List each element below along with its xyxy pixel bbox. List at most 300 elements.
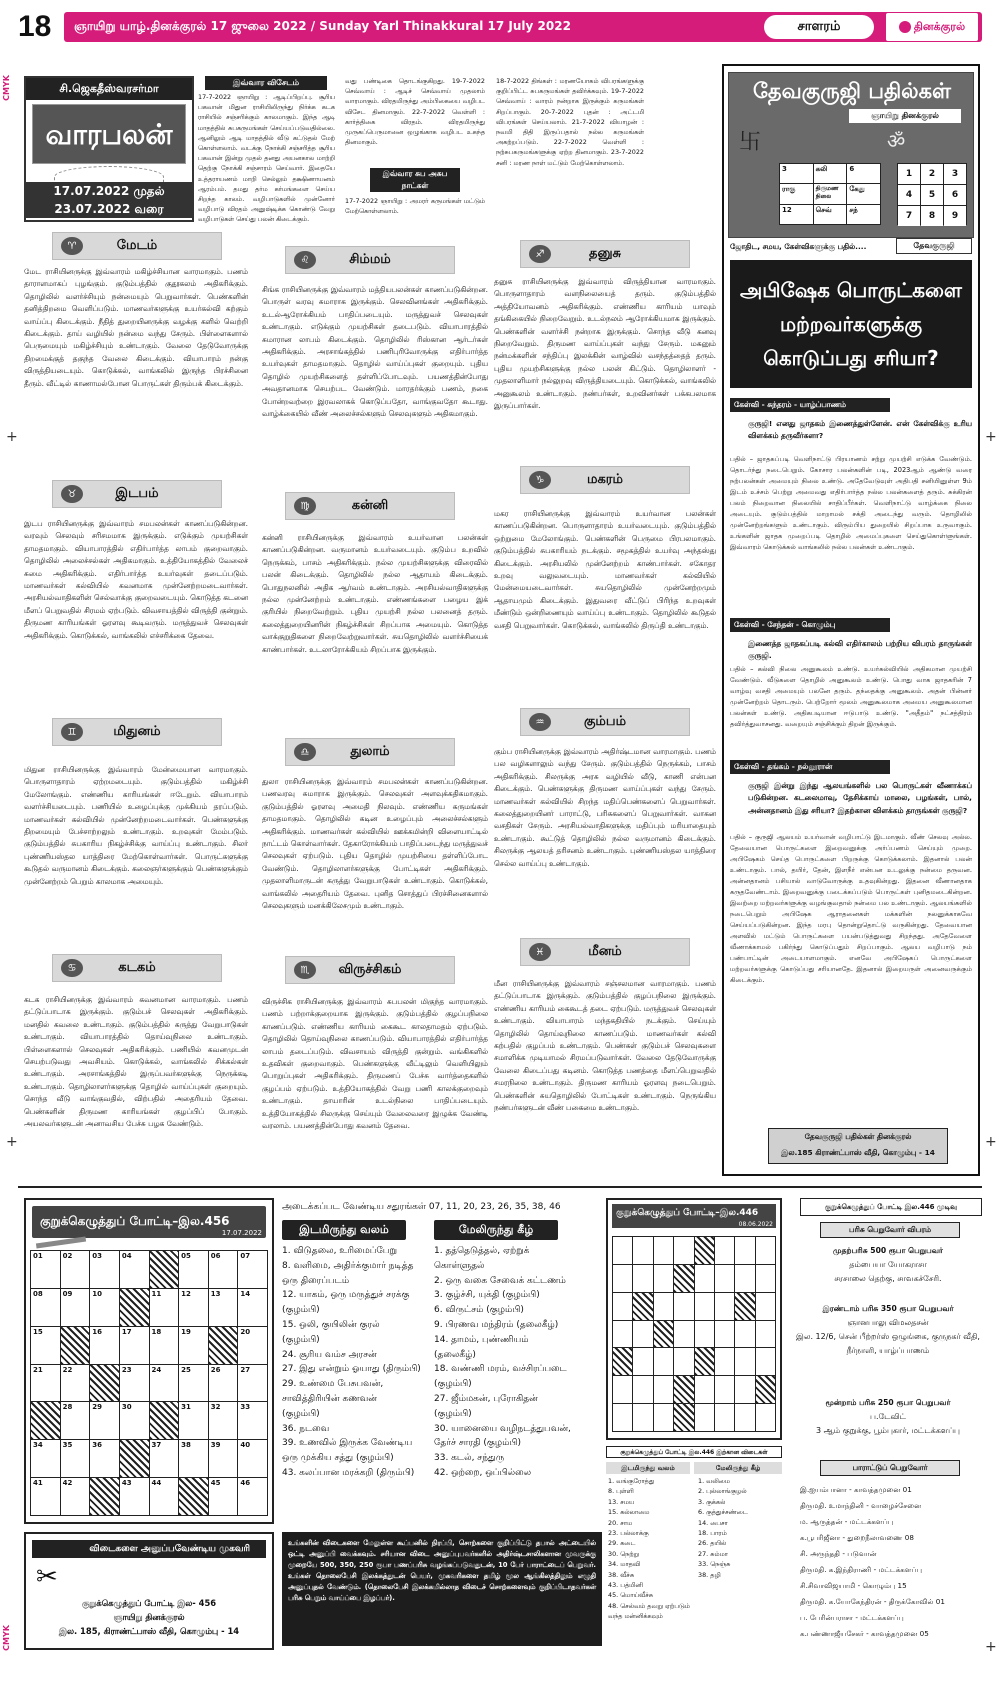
sign-heading-simmam bbox=[285, 246, 455, 274]
cell-number: 34 bbox=[33, 1441, 43, 1450]
crossword-cell bbox=[120, 1365, 149, 1402]
list-item: 3. குக்கல் bbox=[698, 1497, 726, 1506]
chart-cell: 12 bbox=[780, 205, 813, 224]
solution-cell bbox=[695, 1321, 714, 1348]
solution-cell bbox=[735, 1237, 754, 1264]
sign-heading-mesham bbox=[52, 232, 222, 260]
solution-cell bbox=[715, 1376, 734, 1403]
list-item: சாவித்திரியின் கணவன் bbox=[282, 1393, 378, 1404]
list-item: 30. நெற்று bbox=[608, 1549, 639, 1558]
solution-cell-shaded bbox=[695, 1237, 714, 1264]
grid-number: 4 bbox=[898, 185, 920, 205]
list-item: திருமதி. க.யோகேந்திரன் - திருக்கோவில் 01 bbox=[800, 1597, 945, 1606]
sign-text-simmam: சிங்க ராசியினருக்கு இவ்வாரம் மத்தியபலன்கள் காணப்படுகின்றன. பொருள் வரவு சுமாராக இருக்கும். செலவினங்கள் அதிகரிக்கும். உடல்ஆரோக்கியம் பாதிப்படையும். மருத்துவச் செலவுகள் உண்டாகும். எடுக்கும் முயற்சிகள் தடைபடும். வியாபாரத்தில் சுமாரான லாபம் கிடைக்கும். தொழிலில் ரிஸ்கான ஆர்டர்கள் அதிகரிக்கும். அரசாங்கத்தில் பணிபுரிவோருக்கு எதிர்பார்த்த உயர்வுகள் தாமதமாகும். தொழில் வாய்ப்புகள் குறையும். புதிய தொழில் முயற்சிகளைத் தள்ளிப்போடவும். பயணத்தின்போது அவதானமாக செயற்பட வேண்டும். மாரதர்க்கும் பணம், நகை போன்றவற்றை இரவலாகக் கொடுப்பதோ, வாங்குவதோ கூடாது. வாழ்க்கையில் வீண் அலைச்சல்களும் செலவுகளும் அதிகமாகும். bbox=[262, 285, 488, 419]
solution-cell bbox=[735, 1404, 754, 1431]
chart-cell: 3 bbox=[780, 164, 813, 183]
list-item: 34. மாதவி bbox=[608, 1560, 641, 1569]
sign-name: கும்பம் bbox=[583, 714, 627, 729]
maiden-icon: ♍ bbox=[294, 497, 316, 515]
solution-cell bbox=[756, 1237, 775, 1264]
crossword-cell bbox=[61, 1440, 90, 1477]
crossword-cell bbox=[31, 1440, 60, 1477]
sign-name: விருச்சிகம் bbox=[338, 962, 402, 977]
specials-text: 17-7-2022 ஞாயிறு : ஆடிப்பிறப்பு. சூரிய பகவான் மிதுன ராசியிலிருந்து நிர்க்க கடக ராசியில் சஞ்சரிக்கும் காலமாகும். இந்த ஆடி மாதத்தில் சுபகருமங்கள் செய்யப்படுவதில்லை. ஆனிலும் ஆடி மாதத்தில் வீடு கட்டுதல் மேற் கொள்ளலாம். வடக்கு நோக்கி சஞ்சரித்த சூரிய பகவான் இன்று முதல் தனது அயனகால மாற்றி தெற்கு நோக்கி சஞ்சாரம் செய்வார். இதையே உத்தராயணம் மாறி செல்லும் தக்ஷிணாயனம் ஆரம்பம். தமது தர்ம கர்மங்களை செய்ய சிறந்த காலம். வழிபாடுகளில் முன்னோர் வழிபாடு விரதம் அனுஷ்டிக்க கொண்டு வேறு வழிபாடுகள் செய்து பலன் கிடைக்கும். bbox=[198, 93, 335, 224]
crossword-cell bbox=[179, 1251, 208, 1288]
list-item: க.பூபரிஜீனா - துறைநீலாவணை 08 bbox=[800, 1533, 914, 1542]
crossword-cell bbox=[238, 1402, 267, 1439]
crab-icon: ♋ bbox=[61, 959, 83, 977]
sign-heading-meenam bbox=[520, 938, 690, 966]
list-item: (குழம்பி) bbox=[282, 1305, 320, 1316]
list-item: 9. பிரணவ மந்திரம் (தலைகீழ்) bbox=[434, 1319, 559, 1330]
cell-number: 29 bbox=[92, 1403, 102, 1412]
solution-title bbox=[612, 1204, 776, 1228]
horoscope-date-to: 23.07.2022 வரை bbox=[26, 200, 192, 218]
list-item: 8. வளிமை, அதிர்க்குமார் நடித்த bbox=[282, 1260, 414, 1271]
solution-cell bbox=[756, 1321, 775, 1348]
list-item: 43. கலப்பான மரக்கறி (திரும்பி) bbox=[282, 1467, 415, 1478]
list-item: 27. இது என்றும் ஓயாது (திரும்பி) bbox=[282, 1364, 421, 1375]
crossword-cell bbox=[120, 1478, 149, 1515]
solution-cell bbox=[756, 1265, 775, 1292]
down-title: மேலிருந்து கீழ் bbox=[434, 1220, 558, 1240]
crossword-cell bbox=[61, 1478, 90, 1515]
solution-cell bbox=[674, 1348, 693, 1375]
solution-cell bbox=[654, 1293, 673, 1320]
answers-address-title: விடைகளை அனுப்பவேண்டிய முகவரி bbox=[32, 1540, 266, 1558]
list-item: 45. மொய்வீச்சு bbox=[608, 1591, 653, 1600]
solution-date: 08.06.2022 bbox=[738, 1221, 773, 1228]
chart-cell: சந் bbox=[847, 205, 880, 224]
dateline: ஞாயிறு யாழ்.தினக்குரல் 17 ஜுலை 2022 / Sunday Yarl Thinakkural 17 July 2022 bbox=[74, 19, 571, 33]
cell-number: 37 bbox=[151, 1441, 162, 1450]
solution-cell bbox=[695, 1293, 714, 1320]
list-item: சி. அருந்ததி - படுவான் bbox=[800, 1549, 877, 1558]
qa-address bbox=[768, 1128, 948, 1164]
solution-cell bbox=[695, 1404, 714, 1431]
crossword-rules bbox=[282, 1532, 602, 1646]
grid-number: 2 bbox=[921, 164, 943, 184]
list-item: 3. குழ்ச்சி, யுக்தி (குழம்பி) bbox=[434, 1290, 540, 1301]
sign-heading-kumbam bbox=[520, 708, 690, 736]
solution-cell bbox=[654, 1404, 673, 1431]
solution-cell bbox=[674, 1321, 693, 1348]
sign-text-kadakam: கடக ராசியினருக்கு இவ்வாரம் கவனமான வாரமாகும். பணம் தட்டுப்பாடாக இருக்கும். குடும்பச் செலவுகள் அதிகரிக்கும். மனதில் கவலை உண்டாகும். குடும்பத்தில் கருத்து வேறுபாடுகள் உண்டாகும். வியாபாரத்தில் தொய்வுநிலை உண்டாகும். பிள்ளைகளால் செலவுகள் அதிகரிக்கும். பணியில் கவனமுடன் செயற்படுவது அவசியம். கொடுக்கல், வாங்கலில் சிக்கல்கள் உண்டாகும். அரசாங்கத்தில் இருப்பவர்களுக்கு நெருக்கடி உண்டாகும். தொழிலாளர்களுக்கு தொழில் வாய்ப்புகள் குறையும். சொந்த வீடு வாங்குவதில், விற்பதில் அதைரியம் தேவை. பெண்களின் திருமண காரியங்கள் குழப்பிப் போகும். அயலவர்களுடன் அனாவசிய பேச்சு பழக வேண்டும். bbox=[24, 995, 248, 1129]
scissors-icon: ✂ bbox=[36, 1562, 58, 1592]
scorpion-icon: ♏ bbox=[294, 961, 316, 979]
cell-number: 09 bbox=[62, 1289, 73, 1298]
solution-cell-shaded bbox=[613, 1348, 632, 1375]
chart-center: திருமண நிலை bbox=[814, 184, 847, 203]
list-item: 29. உண்மை பேசுபவன், bbox=[282, 1379, 384, 1390]
sign-text-idapam: இடப ராசியினருக்கு இவ்வாரம் சமபலன்கள் காணப்படுகின்றன. வரவும் செலவும் சரிசமமாக இருக்கும். எடுக்கும் முயற்சிகள் தாமதமாகும். வியாபாரத்தில் எதிர்பார்த்த லாபம் குறைவாகும். தொழிலில் அலைச்சல்கள் அதிகமாகும். உத்தியோகத்தில் வேலைச் சுமை அதிகரிக்கும். எதிர்பார்த்த உயர்வுகள் தடைப்படும். மாணவர்கள் கல்வியில் கவனமாக முன்னேற்றமடைவார்கள். அரசியல்வாதிகளின் செல்வாக்கு குறைவடையும். கொடுத்த கடனை மீளப் பெறுவதில் சிரமம் ஏற்படும். விவசாயத்தில் விருத்தி குன்றும். திருமண காரியங்கள் ஓரளவு கூடிவரும். மருத்துவச் செலவுகள் அதிகரிக்கும். கொடுக்கல், வாங்கலில் எச்சரிக்கை தேவை. bbox=[24, 519, 248, 640]
sign-text-kanni: கன்னி ராசியினருக்கு இவ்வாரம் உயர்வான பலன்கள் காணப்படுகின்றன. வருமானம் உயர்வடையும். குடும்ப உறவில் நெருக்கம், பாசம் அதிகரிக்கும். நல்ல முயற்சிகளுக்கு விரைவில் பலன் கிடைக்கும். தொழிலில் நல்ல ஆதாயம் கிடைக்கும். பொதுநலனில் அதிக ஆர்வம் உண்டாகும். அரசியல்வாதிகளுக்கு நல்ல முன்னேற்றம் உண்டாகும். எண்ணங்களை பழைய இக் குரியில் நிறைவேற்றும். புதிய முயற்சி நல்ல பலனைத் தரும். கலைத்துறையினரின் நிகழ்ச்சிகள் சிறப்பாக அமையும். கொடுத்த வாக்குறுதிகளை நிறைவேற்றுவார்கள். சுயதொழிலில் வளர்ச்சியைக் காண்பார்கள். உடலாரோக்கியம் சிறப்பாக இருக்கும். bbox=[262, 533, 488, 654]
qa-address-line2: இல.185 கிராண்ட்பாஸ் வீதி, கொழும்பு - 14 bbox=[781, 1148, 935, 1157]
crossword-cell bbox=[238, 1327, 267, 1364]
prizes-box-title: பரிசு பெறுவோர் விபரம் bbox=[820, 1222, 960, 1238]
sign-text-thanusu: தனுசு ராசியினருக்கு இவ்வாரம் விருத்தியான வாரமாகும். பொருளாதாரம் வளநிலையைத் தரும். குடும்பத்தில் அத்தியோவனம் அதிகரிக்கும். எண்ணிய காரியம் யாவும் தங்கிகையில் நிறைவேறும். உடல்நலம் ஆரோக்கியமாக இருக்கும். பெண்களின் வளர்ச்சி நன்றாக இருக்கும். சொந்த வீடு கனவு நிறைவேறும். திருமண வாய்ப்புகள் வந்து சேரும். மகனும் நன்மக்களின் சந்திப்பு இலக்கின் வாழ்வில் வசந்தத்தைத் தரும். புதிய முயற்சிகளுக்கு நல்ல பலன் கிட்டும். தொழிலாளர் - முதலாளிமார் நல்லுறவு விருத்தியடையும். கொடுக்கல், வாங்கலில் அனுகூலம் உண்டாகும். நண்பர்கள், உறவினர்கள் பக்கபலமாக இருப்பார்கள். bbox=[494, 277, 716, 411]
crossword-title bbox=[32, 1206, 266, 1238]
sign-heading-viruchikam bbox=[285, 956, 455, 984]
section-divider bbox=[18, 1186, 982, 1188]
qa-banner-sub: ஞாயிறு தினக்குரல் bbox=[849, 109, 961, 123]
solution-cell bbox=[756, 1293, 775, 1320]
first-prize bbox=[794, 1244, 982, 1286]
cell-number: 07 bbox=[240, 1252, 251, 1260]
solution-title-text: குறுக்கெழுத்துப் போட்டி–இல.446 bbox=[616, 1208, 759, 1218]
grid-number: 8 bbox=[921, 206, 943, 226]
cell-number: 12 bbox=[181, 1289, 191, 1298]
sign-name: சிம்மம் bbox=[349, 252, 391, 267]
list-item: 24. சூரிய வம்ச அரசன் bbox=[282, 1349, 377, 1360]
list-item: 1. தத்தெடுத்தல், ஏற்றுக் bbox=[434, 1246, 530, 1256]
qa-banner-author: தேவகுருஜி bbox=[896, 238, 972, 254]
crossword-cell-shaded bbox=[90, 1365, 119, 1402]
solution-cell bbox=[633, 1321, 652, 1348]
crossword-cell bbox=[61, 1289, 90, 1326]
solution-cell-shaded bbox=[695, 1348, 714, 1375]
qa-tag: கேள்வி - சேந்தன் - கொழும்பு bbox=[730, 618, 890, 632]
list-item: (குழம்பி) bbox=[434, 1408, 472, 1419]
cell-number: 23 bbox=[121, 1365, 132, 1374]
crossword-cell bbox=[238, 1440, 267, 1477]
crossword-cell-shaded bbox=[120, 1289, 149, 1326]
list-item: 48. செல்வம் தவறு ஏற்படும் வந்த மன்னிக்கவும் bbox=[608, 1601, 690, 1621]
list-item: 38. தழி bbox=[698, 1570, 721, 1579]
sign-heading-thanusu bbox=[520, 240, 690, 268]
crossword-cell-shaded bbox=[150, 1402, 179, 1439]
solution-cell bbox=[613, 1404, 632, 1431]
pen-icon bbox=[36, 1237, 86, 1249]
ram-icon: ♈ bbox=[61, 237, 83, 255]
list-item: 6. விருட்சம் (குழம்பி) bbox=[434, 1305, 524, 1316]
qa-address-line1: தேவகுருஜி பதில்கள் தினக்குரல் bbox=[804, 1132, 912, 1141]
registration-mark: + bbox=[6, 1134, 18, 1150]
cell-number: 21 bbox=[33, 1365, 43, 1374]
list-item: ப. பேரின்பராசா - மட்டக்களப்பு bbox=[800, 1613, 904, 1622]
solution-cell-shaded bbox=[654, 1321, 673, 1348]
horoscope-author: சி.ஜெகதீஸ்வரசர்மா bbox=[26, 78, 192, 100]
crossword-cell bbox=[179, 1327, 208, 1364]
crossword-cell bbox=[150, 1440, 179, 1477]
cell-number: 13 bbox=[210, 1289, 221, 1298]
solution-cell bbox=[735, 1348, 754, 1375]
third-prize-name: ப.டேவிட் bbox=[869, 1412, 906, 1421]
cell-number: 44 bbox=[151, 1479, 162, 1488]
horoscope-title: வாரபலன் bbox=[32, 104, 186, 164]
solution-cell bbox=[695, 1376, 714, 1403]
solution-cell bbox=[674, 1237, 693, 1264]
list-item: 33. நெஞ்சு bbox=[698, 1560, 731, 1569]
second-prize-name: ஞானபாலு விமலதசன் bbox=[847, 1318, 929, 1327]
crossword-cell bbox=[31, 1478, 60, 1515]
scales-icon: ♎ bbox=[294, 743, 316, 761]
crossword-cell bbox=[150, 1327, 179, 1364]
third-prize-addr: 3 ஆம் குறுக்கு, பூம்புகார், மட்டக்களப்பு bbox=[816, 1426, 960, 1435]
first-prize-addr: சரசாலை தெற்கு, சாவகச்சேரி. bbox=[834, 1274, 942, 1283]
grid-number: 6 bbox=[944, 185, 966, 205]
crossword-cell bbox=[31, 1327, 60, 1364]
solution-cell bbox=[633, 1348, 652, 1375]
sign-text-meenam: மீன ராசியினருக்கு இவ்வாரம் சஞ்சலமான வாரமாகும். பணம் தட்டுப்பாடாக இருக்கும். குடும்பத்தில் குழப்பநிலை இருக்கும். எண்ணிய காரியம் கைகூடத் தடை ஏற்படும். மருத்துவச் செலவுகள் உண்டாகும். வியாபாரம் மந்தகதியில் நடக்கும். செய்யும் தொழிலில் தொய்வுநிலை காணப்படும். மாணவர்கள் கல்வி கற்பதில் குழப்பம் உண்டாகும். பெண்கள் குடும்பச் செலவுகளை சமாளிக்க முடியாமல் சிரமப்படுவார்கள். வேலை தேடுவோருக்கு வேலை கிடைப்பது கடினம். கொடுத்த பணத்தை மீளப்பெறுவதில் சமரநிலை உண்டாகும். திருமண காரியம் ஓரளவு நடைபெறும். பெண்களின் சுயதொழிலில் போட்டிகள் உண்டாகும். நெருங்கிய நண்பர்களுடன் வீண் பகைமை உண்டாகும். bbox=[494, 979, 716, 1113]
crossword-cell-shaded bbox=[31, 1402, 60, 1439]
list-item: 43. பத்மினி bbox=[608, 1581, 644, 1590]
list-item: க.பண்ணாஜீயசேகர் - காவத்தமுனை 05 bbox=[800, 1629, 929, 1638]
cell-number: 10 bbox=[92, 1289, 102, 1298]
fish-icon: ♓ bbox=[529, 943, 551, 961]
sign-name: இடபம் bbox=[115, 486, 159, 501]
qa-question: குருஜி! எனது ஜாதகம் இணைத்துள்ளேன். என் கேள்விக்கு உரிய விளக்கம் தருவீர்களா? bbox=[748, 419, 972, 441]
across-clues bbox=[282, 1244, 422, 1528]
solution-cell bbox=[735, 1321, 754, 1348]
list-item: 2. புல்லாங்குழல் bbox=[698, 1487, 747, 1496]
cell-number: 33 bbox=[240, 1403, 251, 1412]
sign-heading-makaram bbox=[520, 466, 690, 494]
second-prize bbox=[794, 1302, 982, 1358]
cell-number: 28 bbox=[62, 1403, 73, 1412]
solution-cell bbox=[613, 1237, 632, 1264]
cell-number: 42 bbox=[62, 1479, 73, 1488]
crossword-cell bbox=[179, 1440, 208, 1477]
list-item: 15. ஒலி, குயிலின் குரல் bbox=[282, 1319, 380, 1330]
newspaper-logo bbox=[886, 13, 978, 41]
grid-number: 3 bbox=[944, 164, 966, 184]
crossword-cell bbox=[209, 1365, 238, 1402]
solution-down-title: மேலிருந்து கீழ் bbox=[694, 1462, 782, 1474]
solution-cell bbox=[735, 1376, 754, 1403]
crossword-cell bbox=[61, 1402, 90, 1439]
side-mark-top: CMYK bbox=[2, 75, 11, 101]
crossword-cell-shaded bbox=[209, 1327, 238, 1364]
crossword-rules-text: உங்களின் விடைகளை மேலுள்ள கூப்பனில் நிரப்பி, சொற்களை குறிப்பிட்டு தபால் அட்டையில் ஒட்டி அனுப்பி வைக்கவும். சரியான விடை அனுப்புபவர்களில் அதிர்ஷ்டசாலிகளான முவருக்கு முறையே 500, 350, 250 ரூபா பணப்பரிசு வழங்கப்படுவதுடன், 10 பேர் பாராட்டைப் பெறுவர். உங்கள் தொலைபேசி இலக்கத்துடன் பெயர், முகவரிகளை தமிழ் மூல ஆங்கிலத்திலும் எழுதி அனுப்புதல் வேண்டும். (தொலைபேசி இலக்கமில்லாத விடைச் சொற்களைவும் குறிப்பிடாதவர்கள் பரிசு பெறும் வாய்ப்பை இழப்பர்). bbox=[288, 1539, 596, 1602]
crossword-cell bbox=[209, 1251, 238, 1288]
crossword-cell bbox=[120, 1327, 149, 1364]
natchathram-text: 17-7-2022 ஞாயிறு : அமரர் கருமங்கள் மட்டும் மேற்கொள்ளலாம். bbox=[345, 197, 485, 216]
registration-mark: + bbox=[6, 429, 18, 445]
list-item: தேர்ச் சாரதி (குழம்பி) bbox=[434, 1438, 522, 1449]
sign-text-mithunam: மிதுன ராசியினருக்கு இவ்வாரம் மேன்மையான வாரமாகும். பொருளாதாரம் ஏற்றமடையும். குடும்பத்தில் மகிழ்ச்சி மேலோங்கும். எண்ணிய காரியங்கள் ஈடேறும். வியாபாரம் வளர்ச்சியடையும். பணியில் உழைப்புக்கு முக்கியம் தரப்படும். மாணவர்கள் கல்வியில் முன்னேற்றமடைவார்கள். பெண்களுக்கு திறமையும் பேச்சாற்றலும் உண்டாகும். உறவுகள் மேம்படும். குடும்பத்தில் சுபகாரிய நிகழ்ச்சிக்கு வாய்ப்பு உண்டாகும். சிலர் புண்ணியஸ்தல யாத்திரை மேற்கொள்வார்கள். பொருட்களுக்கு கூடுதல் வருமானம் கிடைக்கும். கலைஞர்களுக்கும் பெண்களுக்கும் முன்னேற்றம் பெறும் காலமாக அமையும். bbox=[24, 765, 248, 886]
crossword-cell bbox=[90, 1327, 119, 1364]
sign-name: மேடம் bbox=[116, 238, 158, 253]
list-item: 38. வீச்சு bbox=[608, 1570, 635, 1579]
solution-cell bbox=[715, 1293, 734, 1320]
second-prize-addr: இல. 12/6, சென் பீற்றர்ஸ் ஒழுங்கை, குருநகர் வீதி, நீர்நாளி, யாழ்ப்பாணம் bbox=[796, 1332, 980, 1355]
registration-mark: + bbox=[985, 1134, 997, 1150]
registration-mark: + bbox=[985, 1639, 997, 1655]
sign-heading-thulam bbox=[285, 738, 455, 766]
cell-number: 16 bbox=[92, 1327, 102, 1336]
list-item: 42. ஒற்றை, ஒப்பில்லை bbox=[434, 1467, 532, 1478]
crossword-cell bbox=[61, 1251, 90, 1288]
page-number: 18 bbox=[18, 10, 52, 43]
cell-number: 01 bbox=[33, 1252, 43, 1260]
solution-cell bbox=[674, 1293, 693, 1320]
solution-cell bbox=[613, 1321, 632, 1348]
sign-text-thulam: துலா ராசியினருக்கு இவ்வாரம் சமபலன்கள் காணப்படுகின்றன. பணவரவு சுமாராக இருக்கும். செலவுகள் அளவுக்கதிகமாகும். குடும்பத்தில் ஓரளவு அமைதி நிலவும். எண்ணிய கருமங்கள் தாமதமாகும். தொழிலில் கடின உழைப்பும் அலைச்சல்களும் அதிகரிக்கும். மாணவர்கள் கல்வியில் ஊக்கமின்றி விளையாட்டில் நாட்டம் கொள்வார்கள். தேகாரோக்கியம் பாதிப்படைந்து மருத்துவச் செலவுகள் ஏற்படும். புதிய தொழில் முயற்சியை தள்ளிப்போட வேண்டும். தொழிலாளர்களுக்கு போட்டிகள் அதிகரிக்கும். முதலாளிமாருடன் கருத்து வேறுபாடுகள் உண்டாகும். கொடுக்கல், வாங்கலில் அதைரியம் தேவை. புனித சொத்துப் பிரச்சினைகளால் செலவுகளும் மனக்கிலேசமும் உண்டாகும். bbox=[262, 777, 488, 911]
cell-number: 38 bbox=[181, 1441, 191, 1450]
list-item: ம. ஆருத்தன் - மட்டக்களப்பு bbox=[800, 1517, 894, 1526]
solution-cell bbox=[633, 1265, 652, 1292]
list-item: 12. யாகம், ஒரு மருத்துச் சரக்கு bbox=[282, 1290, 410, 1301]
list-item: 27. ஜீம்மகன், புரோகிதன் bbox=[434, 1393, 538, 1404]
solution-cell bbox=[633, 1376, 652, 1403]
horoscope-masthead bbox=[24, 76, 194, 222]
crossword-cell-shaded bbox=[120, 1440, 149, 1477]
crossword-title-text: குறுக்கெழுத்துப் போட்டி–இல.456 bbox=[40, 1214, 230, 1228]
crossword-cell bbox=[31, 1289, 60, 1326]
answers-address-line3: இல. 185, கிராண்ட்பாஸ் வீதி, கொழும்பு - 14 bbox=[58, 1626, 240, 1636]
first-prize-name: தம்பையா யோகராசா bbox=[849, 1260, 927, 1269]
crossword-cell bbox=[31, 1365, 60, 1402]
list-item: 30. யானையை வழிநடத்துபவன், bbox=[434, 1423, 571, 1434]
qa-answer: பதில் – குருஜி ஆலயம் உயர்வான் வழிபாட்டு இடமாகும். வீண் செலவு அல்ல. தேவையான பொருட்களை இறைவனுக்கு அர்ப்பணம் செய்யும் முறை. அபிஷேகம் செய்த பொருட்களை பிறருக்கு கொடுக்கலாம். இதனால் பலன் உண்டாகும். பால், தயிர், தேன், இளநீர் என்பன உடலுக்கு நன்மை தருவன. அன்னதானம் பசியால் வாடுவோருக்கு உதவுகின்றது. இதனை வீணானதாக கருதவேண்டாம். இறைவனுக்கு படைக்கப்படும் பொருட்கள் புனிதமடைகின்றன. இவற்றை மற்றவர்களுக்கு வழங்குவதால் நன்மை பல உண்டாகும். ஆலயங்களில் நடைபெறும் அபிஷேக ஆராதனைகள் மக்களின் நலனுக்காகவே செய்யப்படுகின்றன. இந்த மரபு தொன்றுதொட்டு வருகின்றது. தேவையான அளவில் மட்டும் பொருட்களை பயன்படுத்துவது சிறந்தது. அதேவேளை வீணாக்காமல் பகிர்ந்து கொடுப்பதும் சிறப்பாகும். ஆலய வழிபாடு நம் பண்பாட்டின் அடையாளமாகும். எனவே அபிஷேகப் பொருட்களை மற்றவர்களுக்கு கொடுப்பது சரியானதே. இதனால் இறையருள் அனைவருக்கும் கிடைக்கும். bbox=[730, 833, 972, 984]
solution-cell bbox=[654, 1348, 673, 1375]
crossword-cell bbox=[150, 1289, 179, 1326]
sign-name: தனுசு bbox=[588, 246, 622, 261]
header-bar bbox=[64, 12, 982, 42]
list-item: 27. சும்மா bbox=[698, 1549, 728, 1558]
cell-number: 25 bbox=[181, 1365, 191, 1374]
logo-text: தினக்குரல் bbox=[913, 19, 966, 33]
chart-cell: கேது bbox=[847, 184, 880, 203]
crossword-cell bbox=[90, 1440, 119, 1477]
cell-number: 24 bbox=[151, 1365, 162, 1374]
praise-list bbox=[800, 1482, 982, 1650]
cell-number: 43 bbox=[121, 1479, 132, 1488]
list-item: இ.ஐயம்பானா - காவத்தமுனை 01 bbox=[800, 1485, 912, 1494]
answers-address-box bbox=[24, 1532, 274, 1650]
archer-icon: ♐ bbox=[529, 245, 551, 263]
list-item: 29. கடை bbox=[608, 1539, 636, 1548]
sign-name: கடகம் bbox=[118, 960, 156, 975]
solution-cell bbox=[715, 1265, 734, 1292]
chart-cell: கலி bbox=[814, 164, 847, 183]
crossword-cell bbox=[209, 1402, 238, 1439]
answers-address-line1: குறுக்கெழுத்துப் போட்டி இல- 456 bbox=[81, 1598, 217, 1608]
cell-number: 41 bbox=[33, 1479, 43, 1488]
praise-title: பாராட்டுப் பெறுவோர் bbox=[820, 1460, 960, 1476]
list-item: 18. பாரம் bbox=[698, 1529, 727, 1538]
solution-cell bbox=[715, 1237, 734, 1264]
list-item: 26. தயில் bbox=[698, 1539, 727, 1548]
crossword-cell bbox=[90, 1289, 119, 1326]
solution-cell-shaded bbox=[674, 1265, 693, 1292]
cell-number: 18 bbox=[151, 1327, 162, 1336]
list-item: கொள்ளுதல் bbox=[434, 1260, 485, 1271]
sign-text-mesham: மேட ராசியினருக்கு இவ்வாரம் மகிழ்ச்சியான வாரமாகும். பணம் தாராளமாகப் புழங்கும். குடும்பத்தில் குதூகலம் அதிகரிக்கும். தொழிலில் வளர்ச்சியும் நன்மையும் பெறுவார்கள். பெண்களின் தனித்திறமை வெளிப்படும். மாணவர்களுக்கு உயர்கல்வி கற்கும் வாய்ப்பு கிடைக்கும். நீதித் துறையினருக்கு வழக்கு களில் வெற்றி கிடைக்கும். தாய் வழியில் நன்மை வந்து சேரும். பிள்ளைகளால் பெருமையும் மகிழ்ச்சியும் உண்டாகும். வேலை தேடுவோருக்கு திறமைக்குத் தகுந்த வேலை கிடைக்கும். வியாபாரம் நன்கு விருத்தியடையும். கொடுக்கல், வாங்கலில் இருந்த பிரச்சினை தீரும். வீட்டில் காணாமல்போன பொருட்கள் திரும்பக் கிடைக்கும். bbox=[24, 267, 248, 388]
sign-heading-kadakam bbox=[52, 954, 222, 982]
solution-cell-shaded bbox=[674, 1404, 693, 1431]
solution-cell bbox=[715, 1348, 734, 1375]
goat-icon: ♑ bbox=[529, 471, 551, 489]
grid-number: 7 bbox=[898, 206, 920, 226]
logo-icon bbox=[899, 21, 911, 33]
cell-number: 15 bbox=[33, 1327, 43, 1336]
qa-banner-title: தேவகுருஜி பதில்கள் bbox=[753, 79, 951, 103]
solution-cell bbox=[654, 1265, 673, 1292]
solution-cell bbox=[633, 1404, 652, 1431]
down-clues bbox=[434, 1244, 594, 1528]
list-item: 6. குத்துச்சண்டை bbox=[698, 1508, 748, 1517]
cell-number: 31 bbox=[181, 1403, 191, 1412]
cell-number: 39 bbox=[210, 1441, 221, 1450]
list-item: 1. வங்குரோத்து bbox=[608, 1477, 655, 1485]
solution-cell-shaded bbox=[756, 1376, 775, 1403]
answers-address-line2: ஞாயிறு தினக்குரல் bbox=[113, 1612, 185, 1622]
cell-number: 05 bbox=[181, 1252, 191, 1260]
crossword-cell-shaded bbox=[90, 1478, 119, 1515]
list-item: (தலைகீழ்) bbox=[434, 1349, 476, 1360]
sign-name: கன்னி bbox=[351, 498, 389, 513]
second-prize-label: இரண்டாம் பரிசு 350 ரூபா பெறுபவர் bbox=[822, 1304, 954, 1313]
qa-banner-caption: ஜோதிட, சமய, கேள்விகளுக்கு பதில்.... bbox=[730, 242, 867, 251]
section-label: சாளரம் bbox=[764, 15, 874, 39]
crossword-cell bbox=[90, 1402, 119, 1439]
qa-answer: பதில் – கல்வி நிலை அனுகூலம் உண்டு. உயர்கல்வியில் அதிகமான முயற்சி வேண்டும். வீடுகளை தொழில் அனுகூலம் உண்டு. பொது வாக ஜாதகரின் 7 வாழ்வு வசதி அமையும் பலனே தரும். தந்தைக்கு அனுகூலம். அதன் பின்னர் முன்னேற்றம் தொடரும். பெற்றோர் மூலம் அனுகூலமாக அமைய அனுகூலமான பலன்கள் உண்டு. அதிகபடியான ஈடுபாடு உண்டு. "அதீதம்" நட்சத்திரம் தவிர்த்துவாசனது. வறையும் சஞ்சிக்கும் திறன் இருக்கும். bbox=[730, 665, 972, 728]
qa-headline bbox=[730, 260, 972, 388]
prizes-heading: குறுக்கெழுத்துப் போட்டி இல.446 முடிவு bbox=[800, 1198, 982, 1216]
side-mark-bottom: CMYK bbox=[2, 1625, 11, 1651]
crossword-cell bbox=[179, 1402, 208, 1439]
solution-cell bbox=[756, 1348, 775, 1375]
crossword-cell bbox=[179, 1289, 208, 1326]
om-icon: ॐ bbox=[887, 129, 906, 153]
cell-number: 19 bbox=[181, 1327, 191, 1336]
crossword-cell bbox=[120, 1251, 149, 1288]
third-prize bbox=[794, 1396, 982, 1438]
solution-across-title: இடமிருந்து வலம் bbox=[606, 1462, 690, 1474]
list-item: (குழம்பி) bbox=[434, 1379, 472, 1390]
crossword-cell bbox=[238, 1251, 267, 1288]
twins-icon: ♊ bbox=[61, 723, 83, 741]
registration-mark: + bbox=[985, 429, 997, 445]
solution-cell bbox=[695, 1265, 714, 1292]
grid-number: 5 bbox=[921, 185, 943, 205]
list-item: 1. வலிமை bbox=[698, 1477, 730, 1485]
solution-cell bbox=[633, 1237, 652, 1264]
third-prize-label: மூன்றாம் பரிசு 250 ரூபா பெறுபவர் bbox=[825, 1398, 951, 1407]
cell-number: 02 bbox=[62, 1252, 73, 1260]
list-item: 20. சாம bbox=[608, 1518, 633, 1527]
crossword-date: 17.07.2022 bbox=[221, 1229, 262, 1237]
crossword-cell bbox=[150, 1365, 179, 1402]
qa-question: இணைத்த ஜாதகப்படி கல்வி எதிர்காலம் பற்றிய விபரம் தாருங்கள் குருஜி. bbox=[748, 639, 972, 661]
solution-cell bbox=[756, 1404, 775, 1431]
crossword-cell bbox=[209, 1478, 238, 1515]
crossword-cell bbox=[179, 1365, 208, 1402]
crossword-cell bbox=[31, 1251, 60, 1288]
cell-number: 03 bbox=[92, 1252, 102, 1260]
horoscope-date-from: 17.07.2022 முதல் bbox=[26, 182, 192, 200]
list-item: 36. நடவை bbox=[282, 1423, 330, 1434]
cell-number: 08 bbox=[33, 1289, 43, 1298]
grid-number: 9 bbox=[944, 206, 966, 226]
list-item: (குழம்பி) bbox=[282, 1334, 320, 1345]
cell-number: 46 bbox=[240, 1479, 251, 1488]
solution-cell bbox=[654, 1237, 673, 1264]
solution-grid bbox=[612, 1236, 776, 1432]
solution-cell bbox=[715, 1321, 734, 1348]
cell-number: 17 bbox=[121, 1327, 132, 1336]
cell-number: 20 bbox=[240, 1327, 251, 1336]
natchathram-title: இவ்வார சுப அசுப நாட்கள் bbox=[370, 168, 460, 192]
crossword-cell bbox=[209, 1440, 238, 1477]
qa-question: குருஜி இன்று இந்து ஆலயங்களில் பல பொருட்கள் வீணாக்கப் படுகின்றன. கடலைமாவு, தேசிக்காய் மாலை, பழங்கள், பால், அன்னதானம் இது சரியா? இதற்கான விளக்கம் தாருங்கள் குருஜி? bbox=[748, 781, 972, 815]
qa-banner bbox=[728, 72, 974, 238]
cell-number: 40 bbox=[240, 1441, 251, 1450]
solution-cell bbox=[613, 1293, 632, 1320]
crossword-cell bbox=[238, 1478, 267, 1515]
